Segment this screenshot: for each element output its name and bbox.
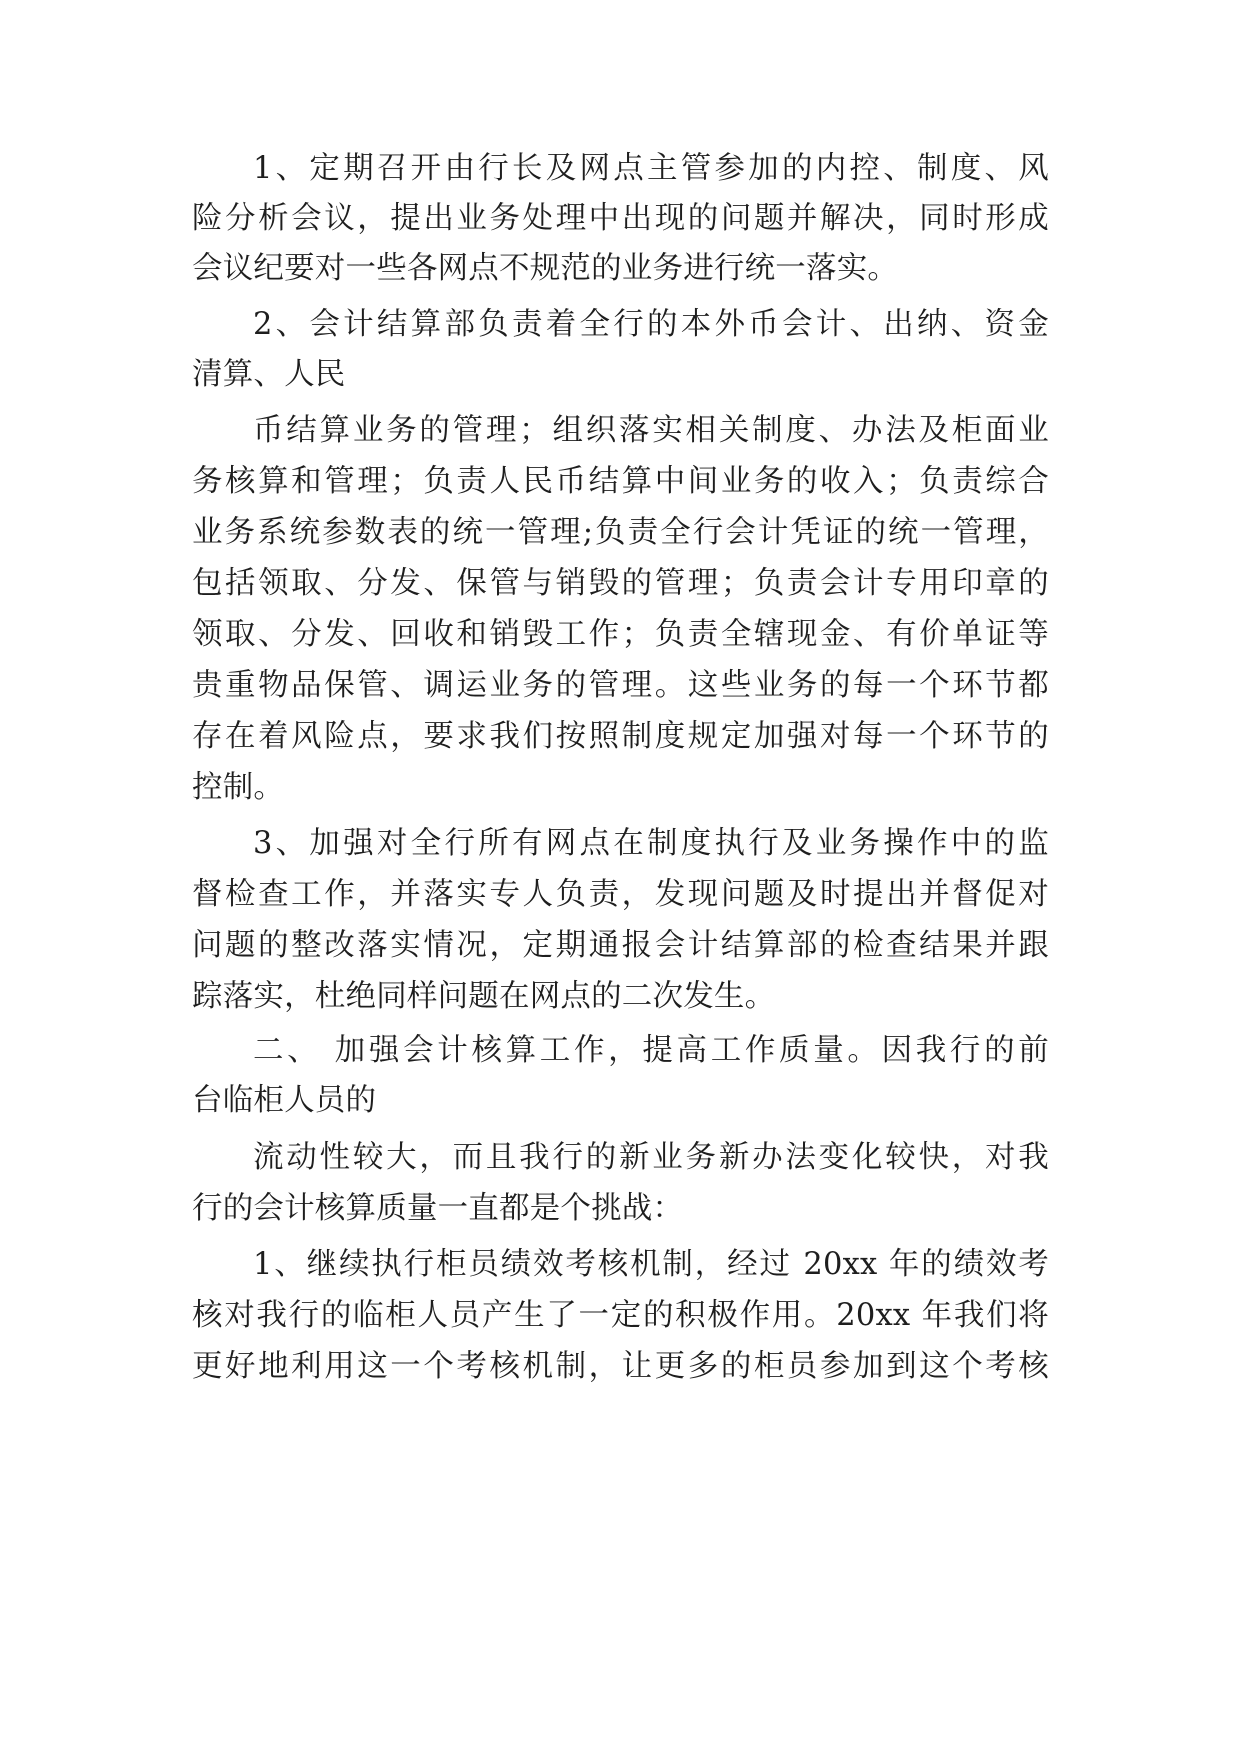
text-line: 领取、分发、回收和销毁工作；负责全辖现金、有价单证等	[192, 617, 1049, 652]
text-line: 清算、人民	[192, 357, 346, 392]
text-line: 存在着风险点，要求我们按照制度规定加强对每一个环节的	[192, 719, 1049, 754]
text-line: 2、会计结算部负责着全行的本外币会计、出纳、资金	[253, 307, 1049, 342]
text-line: 踪落实，杜绝同样问题在网点的二次发生。	[192, 979, 776, 1014]
text-line: 流动性较大，而且我行的新业务新办法变化较快，对我	[253, 1140, 1049, 1175]
text-line: 二、 加强会计核算工作，提高工作质量。因我行的前	[253, 1033, 1049, 1068]
text-line: 3、加强对全行所有网点在制度执行及业务操作中的监	[253, 826, 1049, 861]
text-line: 贵重物品保管、调运业务的管理。这些业务的每一个环节都	[192, 668, 1049, 703]
text-line: 险分析会议，提出业务处理中出现的问题并解决，同时形成	[192, 201, 1049, 236]
text-line: 督检查工作，并落实专人负责，发现问题及时提出并督促对	[192, 877, 1049, 912]
text-line: 更好地利用这一个考核机制，让更多的柜员参加到这个考核	[192, 1349, 1049, 1384]
text-line: 问题的整改落实情况，定期通报会计结算部的检查结果并跟	[192, 928, 1049, 963]
text-line: 业务系统参数表的统一管理;负责全行会计凭证的统一管理，	[192, 515, 1049, 550]
text-line: 核对我行的临柜人员产生了一定的积极作用。20xx 年我们将	[192, 1298, 1049, 1333]
text-line: 行的会计核算质量一直都是个挑战：	[192, 1191, 684, 1226]
text-line: 控制。	[192, 770, 285, 805]
text-line: 会议纪要对一些各网点不规范的业务进行统一落实。	[192, 251, 899, 286]
text-line: 包括领取、分发、保管与销毁的管理；负责会计专用印章的	[192, 566, 1049, 601]
text-line: 币结算业务的管理；组织落实相关制度、办法及柜面业	[253, 413, 1049, 448]
text-line: 务核算和管理；负责人民币结算中间业务的收入；负责综合	[192, 464, 1049, 499]
text-line: 台临柜人员的	[192, 1083, 377, 1118]
text-line: 1、定期召开由行长及网点主管参加的内控、制度、风	[253, 151, 1049, 186]
text-line: 1、继续执行柜员绩效考核机制，经过 20xx 年的绩效考	[253, 1247, 1049, 1282]
